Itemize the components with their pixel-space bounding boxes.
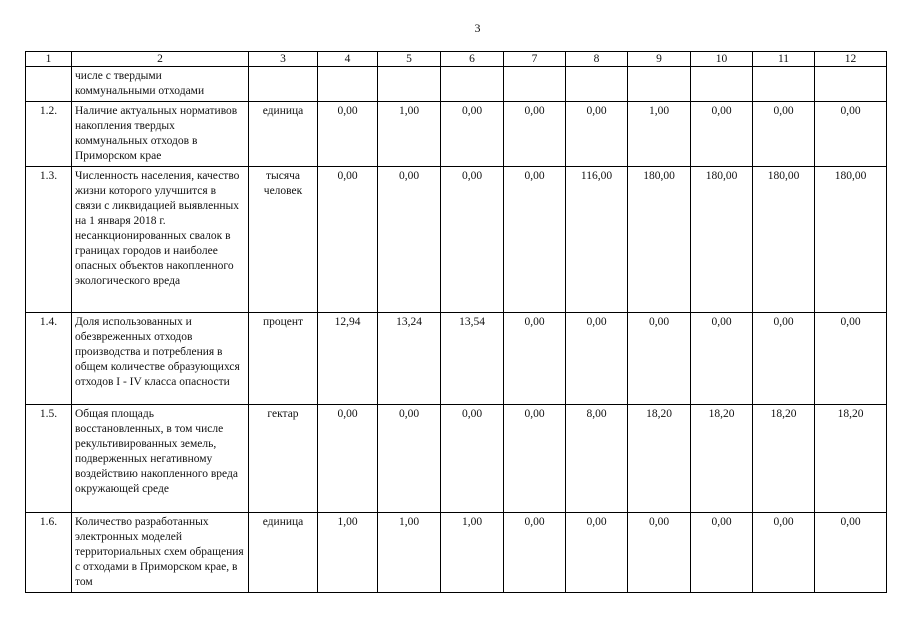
value-cell: 0,00 (441, 405, 504, 513)
unit-cell (249, 67, 318, 102)
row-number-cell: 1.2. (26, 102, 72, 167)
table-row (26, 405, 887, 513)
value-cell (504, 67, 566, 102)
value-cell: 0,00 (318, 102, 378, 167)
unit-cell: тысяча человек (249, 167, 318, 313)
column-header: 8 (566, 52, 628, 67)
column-header: 2 (72, 52, 249, 67)
value-cell: 0,00 (753, 102, 815, 167)
value-cell: 0,00 (378, 167, 441, 313)
value-cell: 18,20 (691, 405, 753, 513)
value-cell: 0,00 (318, 405, 378, 513)
indicator-name-cell: Численность населения, качество жизни которого улучшится в связи с ликвидацией выявленных на 1 января 2018 г. несанкционированных свалок в границах городов и наиболее опасных объектов накопленного экологического вреда (72, 167, 249, 313)
value-cell: 18,20 (815, 405, 887, 513)
value-cell (628, 67, 691, 102)
unit-cell: единица (249, 102, 318, 167)
value-cell: 0,00 (691, 102, 753, 167)
value-cell: 1,00 (378, 513, 441, 593)
row-number-cell: 1.4. (26, 313, 72, 405)
unit-cell: единица (249, 513, 318, 593)
value-cell: 0,00 (504, 167, 566, 313)
column-header: 5 (378, 52, 441, 67)
value-cell: 12,94 (318, 313, 378, 405)
value-cell: 0,00 (628, 513, 691, 593)
indicator-name-cell: числе с твердыми коммунальными отходами (72, 67, 249, 102)
value-cell (441, 67, 504, 102)
page-number: 3 (474, 21, 481, 35)
table-row (26, 167, 887, 313)
value-cell: 0,00 (691, 313, 753, 405)
column-header: 11 (753, 52, 815, 67)
column-header: 4 (318, 52, 378, 67)
value-cell (566, 67, 628, 102)
value-cell: 0,00 (628, 313, 691, 405)
value-cell: 0,00 (566, 102, 628, 167)
value-cell: 0,00 (566, 513, 628, 593)
unit-cell: процент (249, 313, 318, 405)
value-cell: 0,00 (691, 513, 753, 593)
value-cell: 116,00 (566, 167, 628, 313)
table-row (26, 102, 887, 167)
column-header: 6 (441, 52, 504, 67)
value-cell: 0,00 (441, 167, 504, 313)
indicator-table (25, 51, 887, 593)
value-cell: 180,00 (691, 167, 753, 313)
indicator-name-cell: Общая площадь восстановленных, в том числе рекультивированных земель, подверженных негативному воздействию накопленного вреда окружающей среде (72, 405, 249, 513)
table-row (26, 513, 887, 593)
value-cell: 180,00 (753, 167, 815, 313)
value-cell: 13,54 (441, 313, 504, 405)
row-number-cell: 1.3. (26, 167, 72, 313)
indicator-name-cell: Наличие актуальных нормативов накопления твердых коммунальных отходов в Приморском крае (72, 102, 249, 167)
value-cell: 0,00 (504, 313, 566, 405)
value-cell: 1,00 (441, 513, 504, 593)
value-cell: 1,00 (378, 102, 441, 167)
value-cell: 0,00 (318, 167, 378, 313)
value-cell: 1,00 (628, 102, 691, 167)
table-row (26, 67, 887, 102)
value-cell: 0,00 (441, 102, 504, 167)
table-row (26, 313, 887, 405)
column-header: 9 (628, 52, 691, 67)
value-cell (753, 67, 815, 102)
value-cell: 8,00 (566, 405, 628, 513)
value-cell: 0,00 (753, 313, 815, 405)
value-cell: 0,00 (504, 405, 566, 513)
value-cell: 0,00 (566, 313, 628, 405)
value-cell (691, 67, 753, 102)
value-cell: 0,00 (753, 513, 815, 593)
value-cell: 180,00 (815, 167, 887, 313)
value-cell: 0,00 (504, 513, 566, 593)
indicator-name-cell: Количество разработанных электронных моделей территориальных схем обращения с отходами в Приморском крае, в том (72, 513, 249, 593)
column-header: 1 (26, 52, 72, 67)
value-cell (815, 67, 887, 102)
column-header: 12 (815, 52, 887, 67)
value-cell: 13,24 (378, 313, 441, 405)
indicator-name-cell: Доля использованных и обезвреженных отходов производства и потребления в общем количестве образующихся отходов I - IV класса опасности (72, 313, 249, 405)
value-cell: 180,00 (628, 167, 691, 313)
value-cell (318, 67, 378, 102)
header-row (26, 52, 887, 67)
row-number-cell: 1.6. (26, 513, 72, 593)
value-cell: 18,20 (628, 405, 691, 513)
value-cell: 1,00 (318, 513, 378, 593)
value-cell: 18,20 (753, 405, 815, 513)
row-number-cell: 1.5. (26, 405, 72, 513)
value-cell: 0,00 (815, 102, 887, 167)
unit-cell: гектар (249, 405, 318, 513)
column-header: 7 (504, 52, 566, 67)
value-cell: 0,00 (378, 405, 441, 513)
value-cell: 0,00 (815, 513, 887, 593)
value-cell: 0,00 (504, 102, 566, 167)
value-cell (378, 67, 441, 102)
column-header: 3 (249, 52, 318, 67)
value-cell: 0,00 (815, 313, 887, 405)
column-header: 10 (691, 52, 753, 67)
row-number-cell (26, 67, 72, 102)
